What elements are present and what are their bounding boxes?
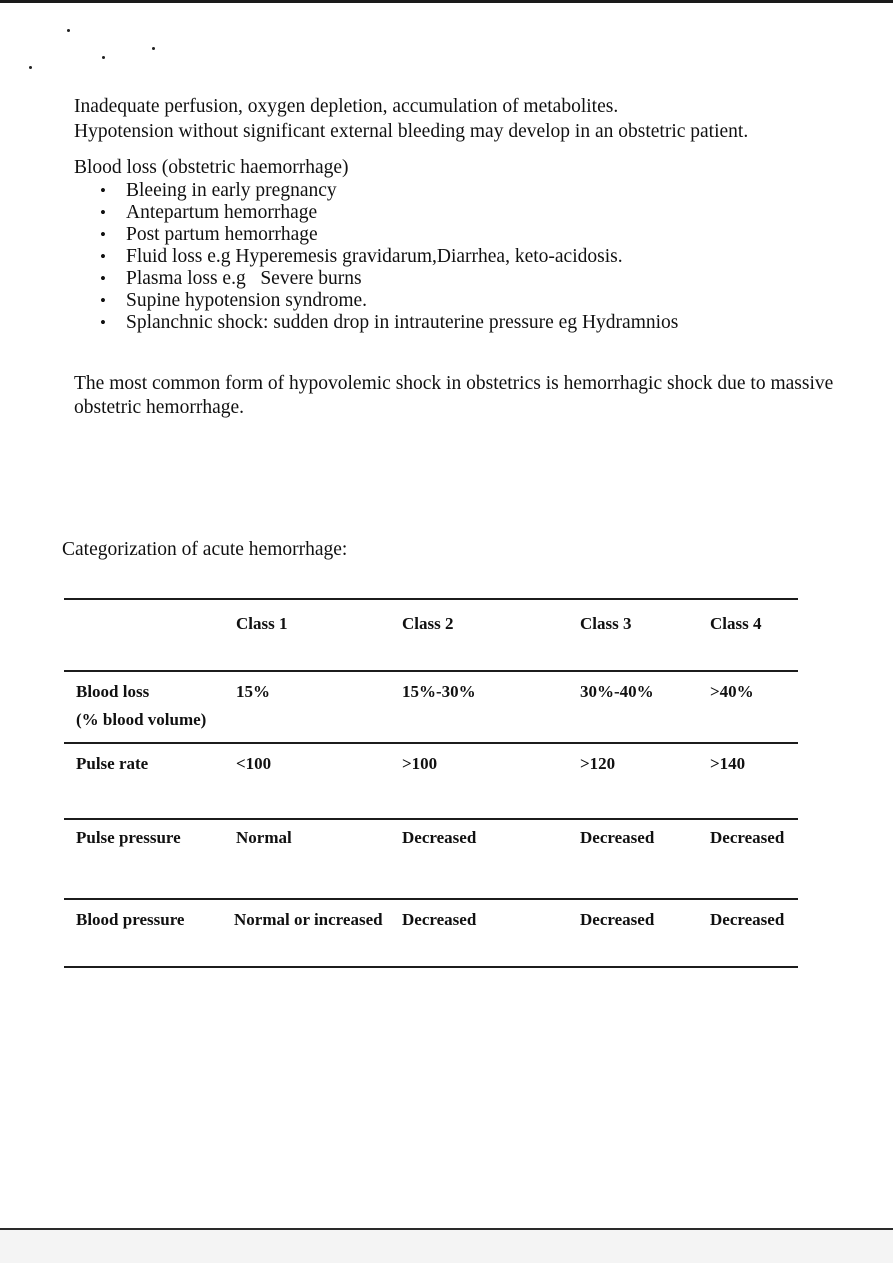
- table-rule-row: [64, 742, 798, 744]
- list-item-text: Antepartum hemorrhage: [126, 202, 318, 223]
- table-cell: 15%: [236, 682, 270, 701]
- page-top-edge: [0, 0, 893, 3]
- table-rule-row: [64, 818, 798, 820]
- table-rule-row: [64, 898, 798, 900]
- scan-background: [0, 1230, 893, 1263]
- bullet-icon: •: [100, 225, 106, 244]
- table-cell: >40%: [710, 682, 754, 701]
- list-item-text: Plasma loss e.g Severe burns: [126, 268, 362, 289]
- table-cell: Normal: [236, 828, 292, 847]
- list-item-text: Splanchnic shock: sudden drop in intrauterine pressure eg Hydramnios: [126, 312, 679, 333]
- table-cell: Decreased: [710, 828, 785, 847]
- list-item: [100, 224, 834, 246]
- list-item-text: Fluid loss e.g Hyperemesis gravidarum,Diarrhea, keto-acidosis.: [126, 246, 623, 267]
- bullet-icon: •: [100, 291, 106, 310]
- row-label: Blood pressure: [76, 910, 185, 929]
- document-body: [74, 95, 834, 420]
- table-cell: Decreased: [710, 910, 785, 929]
- row-sublabel: (% blood volume): [76, 710, 207, 729]
- list-item: [100, 246, 834, 268]
- list-item-text: Bleeing in early pregnancy: [126, 180, 337, 201]
- table-cell: Decreased: [580, 910, 655, 929]
- table-rule-header: [64, 670, 798, 672]
- table-cell: >100: [402, 754, 438, 773]
- row-label: [76, 682, 206, 730]
- column-header: Class 1: [236, 614, 288, 633]
- table-cell: 15%-30%: [402, 682, 476, 701]
- bullet-icon: •: [100, 247, 106, 266]
- list-item-text: Supine hypotension syndrome.: [126, 290, 368, 311]
- table-cell: Decreased: [402, 828, 477, 847]
- bullet-icon: •: [100, 203, 106, 222]
- bullet-icon: •: [100, 181, 106, 200]
- summary-paragraph: The most common form of hypovolemic shock in obstetrics is hemorrhagic shock due to massive obstetric hemorrhage.: [74, 373, 834, 418]
- causes-heading: Blood loss (obstetric haemorrhage): [74, 157, 349, 178]
- bullet-icon: •: [100, 269, 106, 288]
- causes-list: [74, 180, 834, 334]
- table-rule-bottom: [64, 966, 798, 968]
- column-header: Class 3: [580, 614, 632, 633]
- list-item: [100, 312, 834, 334]
- row-label-text: Blood loss: [76, 682, 150, 701]
- scan-speck: [102, 56, 105, 59]
- table-cell: Decreased: [402, 910, 477, 929]
- table-rule-top: [64, 598, 798, 600]
- bullet-icon: •: [100, 313, 106, 332]
- table-cell: <100: [236, 754, 272, 773]
- intro-line-1: Inadequate perfusion, oxygen depletion, accumulation of metabolites.: [74, 96, 619, 117]
- table-cell: Decreased: [580, 828, 655, 847]
- scan-speck: [67, 29, 70, 32]
- row-label: Pulse pressure: [76, 828, 181, 847]
- column-header: Class 2: [402, 614, 454, 633]
- list-item: [100, 202, 834, 224]
- table-caption: Categorization of acute hemorrhage:: [62, 539, 348, 560]
- list-item: [100, 180, 834, 202]
- list-item: [100, 290, 834, 312]
- scan-speck: [29, 66, 32, 69]
- column-header: Class 4: [710, 614, 762, 633]
- table-cell: Normal or increased: [234, 910, 383, 929]
- list-item: [100, 268, 834, 290]
- table-cell: >120: [580, 754, 616, 773]
- list-item-text: Post partum hemorrhage: [126, 224, 318, 245]
- row-label: Pulse rate: [76, 754, 149, 773]
- table-cell: >140: [710, 754, 746, 773]
- scan-speck: [152, 47, 155, 50]
- intro-line-2: Hypotension without significant external bleeding may develop in an obstetric patient.: [74, 121, 749, 142]
- table-cell: 30%-40%: [580, 682, 654, 701]
